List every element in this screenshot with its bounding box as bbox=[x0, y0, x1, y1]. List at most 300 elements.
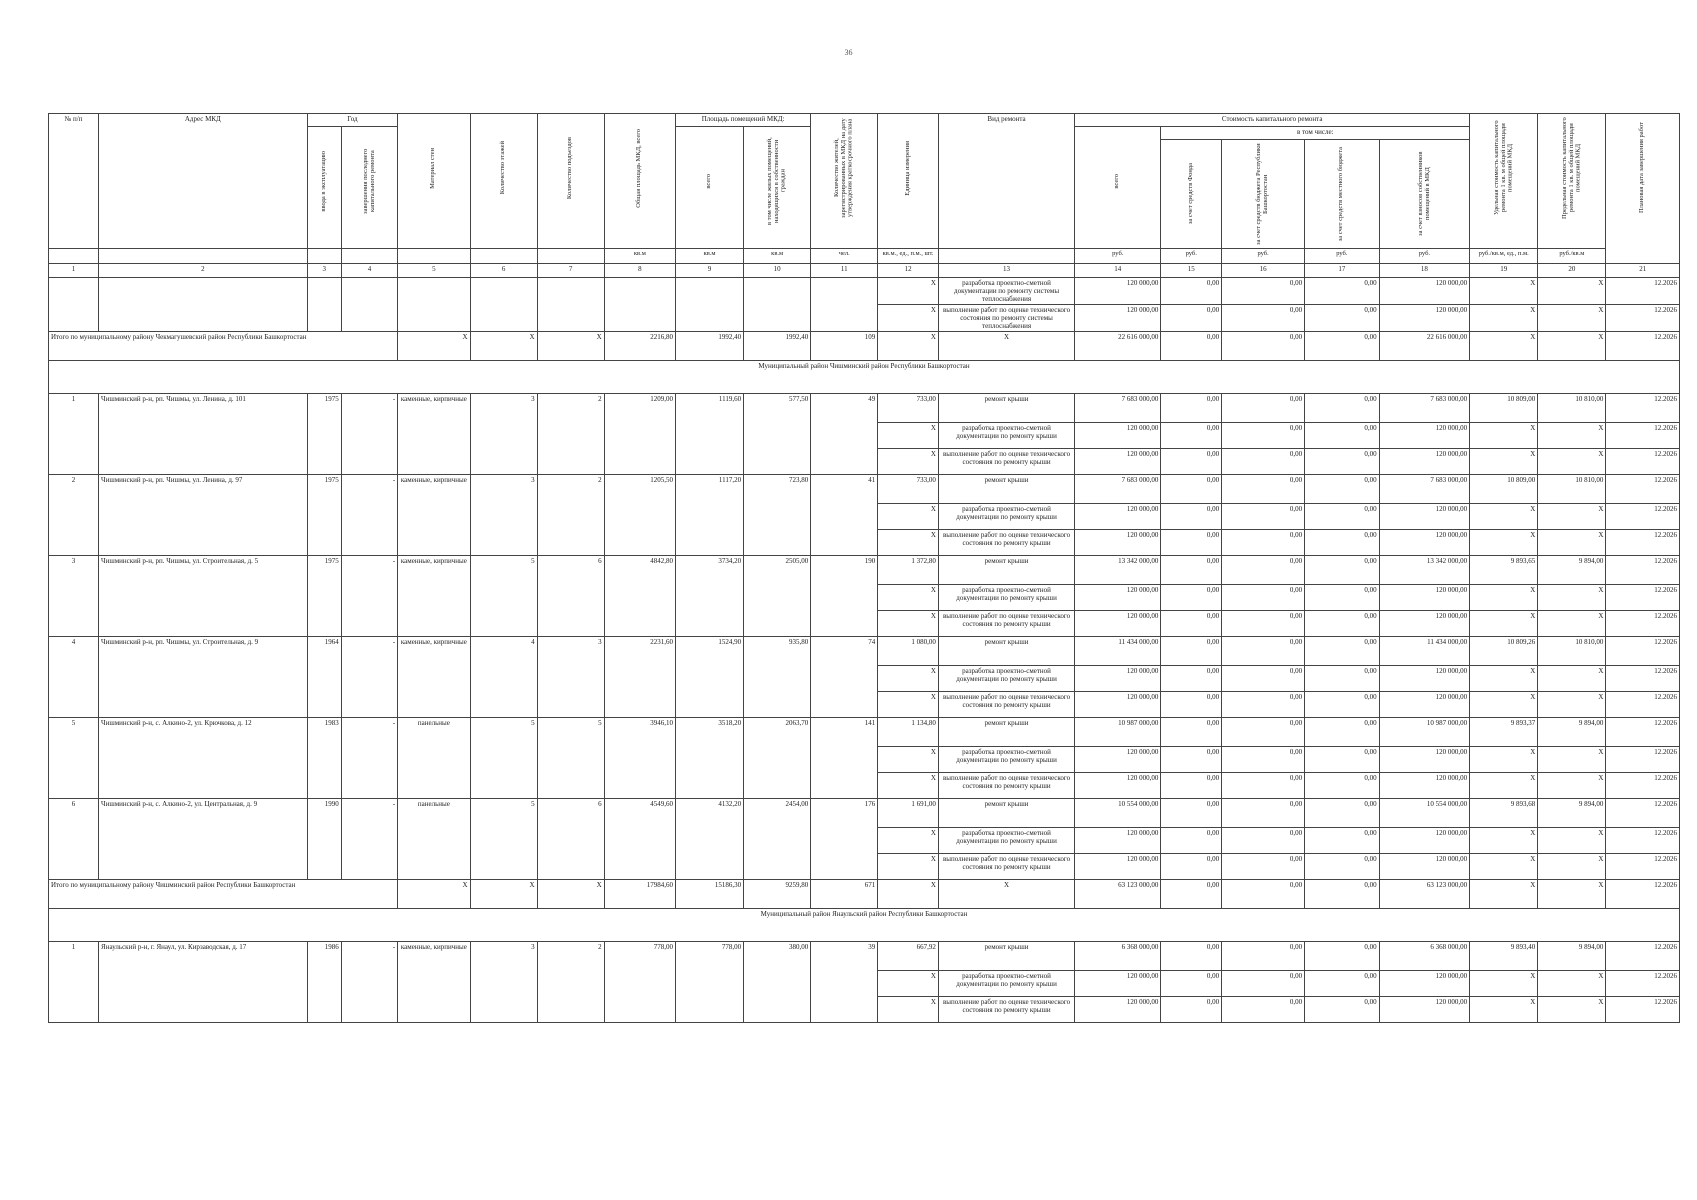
row-number: 5 bbox=[49, 718, 99, 799]
unit-cost: 9 893,37 bbox=[1470, 718, 1538, 747]
year-last-overhaul: - bbox=[341, 394, 397, 475]
unit-cost: X bbox=[1470, 854, 1538, 880]
max-cost: X bbox=[1538, 585, 1606, 611]
unit-cost: X bbox=[1470, 423, 1538, 449]
residents: 41 bbox=[811, 475, 878, 556]
house-address: Янаульский р-н, г. Янаул, ул. Кирзаводская, д. 17 bbox=[99, 942, 308, 1023]
residents: 141 bbox=[811, 718, 878, 799]
unit-value: X bbox=[878, 449, 939, 475]
table-body bbox=[49, 278, 1680, 394]
section-title: Муниципальный район Чишминский район Республики Башкортостан bbox=[49, 361, 1680, 394]
premises-owned: 2063,70 bbox=[744, 718, 811, 799]
entrances: 2 bbox=[537, 942, 604, 1023]
unit-cost: X bbox=[1470, 611, 1538, 637]
deadline: 12.2026 bbox=[1606, 747, 1680, 773]
header-premises-area-group: Площадь помещений МКД: bbox=[675, 114, 810, 127]
floors: 5 bbox=[470, 799, 537, 880]
unit-label: кв.м bbox=[604, 249, 675, 264]
unit-value: X bbox=[878, 504, 939, 530]
total-area: 1205,50 bbox=[604, 475, 675, 556]
page-number: 36 bbox=[844, 48, 853, 57]
repair-type: ремонт крыши bbox=[938, 718, 1074, 747]
year-last-overhaul: - bbox=[341, 799, 397, 880]
unit-cost: 9 893,65 bbox=[1470, 556, 1538, 585]
local-budget-value: 0,00 bbox=[1305, 854, 1380, 880]
header-cost-group: Стоимость капитального ремонта bbox=[1075, 114, 1470, 127]
total-row-chishmy bbox=[49, 880, 1680, 909]
year-commissioning: 1964 bbox=[307, 637, 341, 718]
unit-value: X bbox=[878, 692, 939, 718]
chishmy-houses bbox=[49, 394, 1680, 880]
total-area: 1209,00 bbox=[604, 394, 675, 475]
column-number: 10 bbox=[744, 264, 811, 278]
wall-material: каменные, кирпичные bbox=[398, 556, 470, 637]
owners-value: 120 000,00 bbox=[1379, 997, 1470, 1023]
unit-cost: 10 809,26 bbox=[1470, 637, 1538, 666]
row-number: 1 bbox=[49, 394, 99, 475]
local-budget-value: 0,00 bbox=[1305, 773, 1380, 799]
unit-value: X bbox=[878, 997, 939, 1023]
republic-budget-value: 0,00 bbox=[1222, 692, 1305, 718]
residents: 190 bbox=[811, 556, 878, 637]
total-area: 17984,60 bbox=[604, 880, 675, 909]
residents: 74 bbox=[811, 637, 878, 718]
header-floors: Количество этажей bbox=[470, 114, 537, 249]
residents: 109 bbox=[811, 332, 878, 361]
house-row bbox=[49, 394, 1680, 423]
header-republic-budget: за счет средств бюджета Республики Башкортостан bbox=[1222, 140, 1305, 249]
premises-total: 1992,40 bbox=[675, 332, 743, 361]
max-cost: 10 810,00 bbox=[1538, 637, 1606, 666]
local-budget-value: 0,00 bbox=[1305, 449, 1380, 475]
unit-cost: 10 809,00 bbox=[1470, 475, 1538, 504]
max-cost: X bbox=[1538, 332, 1606, 361]
owners-value: 120 000,00 bbox=[1379, 585, 1470, 611]
repair-type: ремонт крыши bbox=[938, 637, 1074, 666]
deadline: 12.2026 bbox=[1606, 880, 1680, 909]
republic-budget-value: 0,00 bbox=[1222, 773, 1305, 799]
fund-value: 0,00 bbox=[1161, 394, 1222, 423]
year-last-overhaul: - bbox=[341, 942, 397, 1023]
repair-type: ремонт крыши bbox=[938, 556, 1074, 585]
header-year-group: Год bbox=[307, 114, 398, 127]
unit-cost: X bbox=[1470, 880, 1538, 909]
column-number: 3 bbox=[307, 264, 341, 278]
unit-value: X bbox=[878, 773, 939, 799]
house-row bbox=[49, 942, 1680, 971]
max-cost: X bbox=[1538, 773, 1606, 799]
year-last-overhaul: - bbox=[341, 556, 397, 637]
deadline: 12.2026 bbox=[1606, 692, 1680, 718]
column-number: 5 bbox=[398, 264, 470, 278]
republic-budget-value: 0,00 bbox=[1222, 997, 1305, 1023]
unit-cost: X bbox=[1470, 305, 1538, 332]
column-number: 6 bbox=[470, 264, 537, 278]
premises-owned: 723,80 bbox=[744, 475, 811, 556]
republic-budget-value: 0,00 bbox=[1222, 530, 1305, 556]
owners-value: 120 000,00 bbox=[1379, 854, 1470, 880]
max-cost: X bbox=[1538, 530, 1606, 556]
unit-value: X bbox=[878, 332, 939, 361]
wall-material: панельные bbox=[398, 799, 470, 880]
row-number: 3 bbox=[49, 556, 99, 637]
repair-type: разработка проектно-сметной документации по ремонту крыши bbox=[938, 971, 1074, 997]
cost-total: 120 000,00 bbox=[1075, 666, 1161, 692]
cost-total: 63 123 000,00 bbox=[1075, 880, 1161, 909]
entrances: 2 bbox=[537, 394, 604, 475]
house-address: Чишминский р-н, рп. Чишмы, ул. Ленина, д. 101 bbox=[99, 394, 308, 475]
unit-label: руб. bbox=[1161, 249, 1222, 264]
deadline: 12.2026 bbox=[1606, 423, 1680, 449]
table-body-2 bbox=[49, 880, 1680, 942]
cost-total: 6 368 000,00 bbox=[1075, 942, 1161, 971]
deadline: 12.2026 bbox=[1606, 504, 1680, 530]
header-wall-material: Материал стен bbox=[398, 114, 470, 249]
column-number: 1 bbox=[49, 264, 99, 278]
floors: 3 bbox=[470, 942, 537, 1023]
year-last-overhaul: - bbox=[341, 637, 397, 718]
repair-type: выполнение работ по оценке технического состояния по ремонту крыши bbox=[938, 773, 1074, 799]
floors: 3 bbox=[470, 475, 537, 556]
column-number: 12 bbox=[878, 264, 939, 278]
repair-type: выполнение работ по оценке технического состояния по ремонту крыши bbox=[938, 997, 1074, 1023]
fund-value: 0,00 bbox=[1161, 305, 1222, 332]
owners-value: 63 123 000,00 bbox=[1379, 880, 1470, 909]
header-max-cost: Предельная стоимость капитального ремонта 1 кв. м общей площади помещений МКД bbox=[1538, 114, 1606, 249]
row-number: 1 bbox=[49, 942, 99, 1023]
entrances: 3 bbox=[537, 637, 604, 718]
local-budget-value: 0,00 bbox=[1305, 394, 1380, 423]
owners-value: 120 000,00 bbox=[1379, 773, 1470, 799]
fund-value: 0,00 bbox=[1161, 773, 1222, 799]
year-commissioning: 1975 bbox=[307, 475, 341, 556]
local-budget-value: 0,00 bbox=[1305, 799, 1380, 828]
local-budget-value: 0,00 bbox=[1305, 718, 1380, 747]
row-number: 2 bbox=[49, 475, 99, 556]
local-budget-value: 0,00 bbox=[1305, 971, 1380, 997]
unit-label: чел. bbox=[811, 249, 878, 264]
republic-budget-value: 0,00 bbox=[1222, 278, 1305, 305]
republic-budget-value: 0,00 bbox=[1222, 423, 1305, 449]
fund-value: 0,00 bbox=[1161, 423, 1222, 449]
header-premises-total: всего bbox=[675, 127, 743, 249]
unit-value: X bbox=[878, 747, 939, 773]
premises-total: 3734,20 bbox=[675, 556, 743, 637]
fund-value: 0,00 bbox=[1161, 637, 1222, 666]
fund-value: 0,00 bbox=[1161, 942, 1222, 971]
repair-type: ремонт крыши bbox=[938, 475, 1074, 504]
owners-value: 120 000,00 bbox=[1379, 747, 1470, 773]
republic-budget-value: 0,00 bbox=[1222, 942, 1305, 971]
fund-value: 0,00 bbox=[1161, 504, 1222, 530]
cost-total: 10 987 000,00 bbox=[1075, 718, 1161, 747]
cost-total: 120 000,00 bbox=[1075, 747, 1161, 773]
owners-value: 7 683 000,00 bbox=[1379, 394, 1470, 423]
house-address: Чишминский р-н, с. Алкино-2, ул. Крючкова, д. 12 bbox=[99, 718, 308, 799]
unit-value: X bbox=[878, 828, 939, 854]
unit-value: 667,92 bbox=[878, 942, 939, 971]
local-budget-value: 0,00 bbox=[1305, 423, 1380, 449]
republic-budget-value: 0,00 bbox=[1222, 556, 1305, 585]
section-row-chishmy bbox=[49, 361, 1680, 394]
section-title: Муниципальный район Янаульский район Республики Башкортостан bbox=[49, 909, 1680, 942]
owners-value: 120 000,00 bbox=[1379, 449, 1470, 475]
unit-cost: X bbox=[1470, 971, 1538, 997]
unit-cost: 9 893,68 bbox=[1470, 799, 1538, 828]
section-row-yanaul bbox=[49, 909, 1680, 942]
fund-value: 0,00 bbox=[1161, 799, 1222, 828]
max-cost: X bbox=[1538, 747, 1606, 773]
floors: 4 bbox=[470, 637, 537, 718]
row-number: 6 bbox=[49, 799, 99, 880]
cost-total: 120 000,00 bbox=[1075, 504, 1161, 530]
fund-value: 0,00 bbox=[1161, 278, 1222, 305]
residents: 39 bbox=[811, 942, 878, 1023]
fund-value: 0,00 bbox=[1161, 556, 1222, 585]
entrances: X bbox=[537, 332, 604, 361]
deadline: 12.2026 bbox=[1606, 997, 1680, 1023]
owners-value: 120 000,00 bbox=[1379, 611, 1470, 637]
premises-owned: 9259,80 bbox=[744, 880, 811, 909]
table-header bbox=[49, 114, 1680, 278]
deadline: 12.2026 bbox=[1606, 718, 1680, 747]
max-cost: X bbox=[1538, 449, 1606, 475]
repair-type: разработка проектно-сметной документации по ремонту крыши bbox=[938, 423, 1074, 449]
cost-total: 22 616 000,00 bbox=[1075, 332, 1161, 361]
floors: 3 bbox=[470, 394, 537, 475]
cost-total: 120 000,00 bbox=[1075, 773, 1161, 799]
column-number: 13 bbox=[938, 264, 1074, 278]
header-entrances: Количество подъездов bbox=[537, 114, 604, 249]
house-row bbox=[49, 556, 1680, 585]
unit-label: кв.м bbox=[744, 249, 811, 264]
unit-value: X bbox=[878, 611, 939, 637]
house-row bbox=[49, 799, 1680, 828]
wall-material: каменные, кирпичные bbox=[398, 942, 470, 1023]
unit-label: кв.м bbox=[675, 249, 743, 264]
deadline: 12.2026 bbox=[1606, 332, 1680, 361]
column-number: 18 bbox=[1379, 264, 1470, 278]
entrances: 6 bbox=[537, 556, 604, 637]
entrances: 2 bbox=[537, 475, 604, 556]
fund-value: 0,00 bbox=[1161, 611, 1222, 637]
entrances: X bbox=[537, 880, 604, 909]
max-cost: X bbox=[1538, 880, 1606, 909]
column-number: 20 bbox=[1538, 264, 1606, 278]
unit-value: X bbox=[878, 530, 939, 556]
header-owners: за счет взносов собственников помещений в МКД bbox=[1379, 140, 1470, 249]
repair-type: ремонт крыши bbox=[938, 394, 1074, 423]
premises-total: 15186,30 bbox=[675, 880, 743, 909]
unit-cost: X bbox=[1470, 747, 1538, 773]
year-commissioning: 1975 bbox=[307, 556, 341, 637]
house-address: Чишминский р-н, рп. Чишмы, ул. Строительная, д. 5 bbox=[99, 556, 308, 637]
local-budget-value: 0,00 bbox=[1305, 611, 1380, 637]
unit-value: 1 080,00 bbox=[878, 637, 939, 666]
unit-value: X bbox=[878, 423, 939, 449]
house-row bbox=[49, 718, 1680, 747]
republic-budget-value: 0,00 bbox=[1222, 585, 1305, 611]
premises-owned: 2505,00 bbox=[744, 556, 811, 637]
owners-value: 10 554 000,00 bbox=[1379, 799, 1470, 828]
unit-value: X bbox=[878, 305, 939, 332]
header-cost-total: всего bbox=[1075, 127, 1161, 249]
republic-budget-value: 0,00 bbox=[1222, 332, 1305, 361]
republic-budget-value: 0,00 bbox=[1222, 880, 1305, 909]
unit-cost: X bbox=[1470, 332, 1538, 361]
owners-value: 13 342 000,00 bbox=[1379, 556, 1470, 585]
cost-total: 7 683 000,00 bbox=[1075, 475, 1161, 504]
repair-type: ремонт крыши bbox=[938, 799, 1074, 828]
repair-type: разработка проектно-сметной документации по ремонту системы теплоснабжения bbox=[938, 278, 1074, 305]
residents: 49 bbox=[811, 394, 878, 475]
unit-cost: X bbox=[1470, 278, 1538, 305]
wall-material: панельные bbox=[398, 718, 470, 799]
local-budget-value: 0,00 bbox=[1305, 530, 1380, 556]
row-number: 4 bbox=[49, 637, 99, 718]
house-address: Чишминский р-н, рп. Чишмы, ул. Ленина, д. 97 bbox=[99, 475, 308, 556]
local-budget-value: 0,00 bbox=[1305, 942, 1380, 971]
unit-label: руб. bbox=[1222, 249, 1305, 264]
column-number: 2 bbox=[99, 264, 308, 278]
unit-label: руб. bbox=[1305, 249, 1380, 264]
unit-cost: X bbox=[1470, 449, 1538, 475]
unit-label: руб. bbox=[1075, 249, 1161, 264]
cost-total: 120 000,00 bbox=[1075, 854, 1161, 880]
unit-cost: X bbox=[1470, 504, 1538, 530]
column-number: 4 bbox=[341, 264, 397, 278]
republic-budget-value: 0,00 bbox=[1222, 666, 1305, 692]
deadline: 12.2026 bbox=[1606, 611, 1680, 637]
deadline: 12.2026 bbox=[1606, 305, 1680, 332]
fund-value: 0,00 bbox=[1161, 585, 1222, 611]
owners-value: 120 000,00 bbox=[1379, 828, 1470, 854]
total-area: 4842,80 bbox=[604, 556, 675, 637]
premises-total: 1524,90 bbox=[675, 637, 743, 718]
entrances: 6 bbox=[537, 799, 604, 880]
year-commissioning: 1975 bbox=[307, 394, 341, 475]
local-budget-value: 0,00 bbox=[1305, 747, 1380, 773]
cost-total: 120 000,00 bbox=[1075, 611, 1161, 637]
header-premises-owned: в том числе жилых помещений, находящихся в собственности граждан bbox=[744, 127, 811, 249]
floors: X bbox=[470, 332, 537, 361]
unit-cost: X bbox=[1470, 585, 1538, 611]
repair-type: выполнение работ по оценке технического состояния по ремонту крыши bbox=[938, 611, 1074, 637]
max-cost: X bbox=[1538, 305, 1606, 332]
repair-type: разработка проектно-сметной документации по ремонту крыши bbox=[938, 747, 1074, 773]
max-cost: X bbox=[1538, 423, 1606, 449]
premises-total: 4132,20 bbox=[675, 799, 743, 880]
year-last-overhaul: - bbox=[341, 718, 397, 799]
repair-type: разработка проектно-сметной документации по ремонту крыши bbox=[938, 666, 1074, 692]
header-no: № п/п bbox=[49, 114, 99, 249]
header-unit-cost: Удельная стоимость капитального ремонта 1 кв. м общей площади помещений МКД bbox=[1470, 114, 1538, 249]
entrances: 5 bbox=[537, 718, 604, 799]
column-number: 11 bbox=[811, 264, 878, 278]
deadline: 12.2026 bbox=[1606, 449, 1680, 475]
owners-value: 120 000,00 bbox=[1379, 504, 1470, 530]
repair-type: ремонт крыши bbox=[938, 942, 1074, 971]
deadline: 12.2026 bbox=[1606, 799, 1680, 828]
total-label: Итого по муниципальному району Чишминский район Республики Башкортостан bbox=[49, 880, 398, 909]
capital-repair-table bbox=[48, 113, 1680, 1023]
column-number: 8 bbox=[604, 264, 675, 278]
unit-value: 1 134,80 bbox=[878, 718, 939, 747]
cost-total: 120 000,00 bbox=[1075, 278, 1161, 305]
fund-value: 0,00 bbox=[1161, 666, 1222, 692]
repair-type: X bbox=[938, 880, 1074, 909]
continuation-row bbox=[49, 278, 1680, 305]
header-repair-type: Вид ремонта bbox=[938, 114, 1074, 249]
header-total-area: Общая площадь МКД, всего bbox=[604, 114, 675, 249]
fund-value: 0,00 bbox=[1161, 997, 1222, 1023]
deadline: 12.2026 bbox=[1606, 585, 1680, 611]
total-area: 778,00 bbox=[604, 942, 675, 1023]
local-budget-value: 0,00 bbox=[1305, 475, 1380, 504]
premises-owned: 577,50 bbox=[744, 394, 811, 475]
owners-value: 120 000,00 bbox=[1379, 278, 1470, 305]
fund-value: 0,00 bbox=[1161, 718, 1222, 747]
republic-budget-value: 0,00 bbox=[1222, 449, 1305, 475]
cost-total: 13 342 000,00 bbox=[1075, 556, 1161, 585]
republic-budget-value: 0,00 bbox=[1222, 747, 1305, 773]
floors: X bbox=[470, 880, 537, 909]
owners-value: 120 000,00 bbox=[1379, 423, 1470, 449]
column-numbers-row bbox=[49, 264, 1680, 278]
max-cost: X bbox=[1538, 611, 1606, 637]
wall-material: X bbox=[398, 880, 470, 909]
cost-total: 7 683 000,00 bbox=[1075, 394, 1161, 423]
unit-cost: 10 809,00 bbox=[1470, 394, 1538, 423]
max-cost: X bbox=[1538, 971, 1606, 997]
owners-value: 10 987 000,00 bbox=[1379, 718, 1470, 747]
local-budget-value: 0,00 bbox=[1305, 880, 1380, 909]
residents: 176 bbox=[811, 799, 878, 880]
unit-cost: X bbox=[1470, 773, 1538, 799]
floors: 5 bbox=[470, 718, 537, 799]
local-budget-value: 0,00 bbox=[1305, 828, 1380, 854]
republic-budget-value: 0,00 bbox=[1222, 637, 1305, 666]
premises-owned: 1992,40 bbox=[744, 332, 811, 361]
header-unit: Единица измерения bbox=[878, 114, 939, 249]
max-cost: 9 894,00 bbox=[1538, 799, 1606, 828]
header-residents: Количество жителей, зарегистрированных в МКД на дату утверждения краткосрочного плана bbox=[811, 114, 878, 249]
unit-label: руб./кв.м bbox=[1538, 249, 1606, 264]
repair-type: выполнение работ по оценке технического состояния по ремонту системы теплоснабжения bbox=[938, 305, 1074, 332]
owners-value: 120 000,00 bbox=[1379, 666, 1470, 692]
repair-type: разработка проектно-сметной документации по ремонту крыши bbox=[938, 504, 1074, 530]
header-year-commissioning: ввода в эксплуатацию bbox=[307, 127, 341, 249]
premises-owned: 935,80 bbox=[744, 637, 811, 718]
total-label: Итого по муниципальному району Чекмагушевский район Республики Башкортостан bbox=[49, 332, 398, 361]
cost-total: 11 434 000,00 bbox=[1075, 637, 1161, 666]
cost-total: 120 000,00 bbox=[1075, 692, 1161, 718]
owners-value: 120 000,00 bbox=[1379, 971, 1470, 997]
fund-value: 0,00 bbox=[1161, 692, 1222, 718]
republic-budget-value: 0,00 bbox=[1222, 475, 1305, 504]
republic-budget-value: 0,00 bbox=[1222, 504, 1305, 530]
unit-value: 1 691,00 bbox=[878, 799, 939, 828]
wall-material: каменные, кирпичные bbox=[398, 475, 470, 556]
repair-type: выполнение работ по оценке технического состояния по ремонту крыши bbox=[938, 530, 1074, 556]
unit-label: руб./кв.м, ед., п.м. bbox=[1470, 249, 1538, 264]
premises-total: 778,00 bbox=[675, 942, 743, 1023]
total-area: 4549,60 bbox=[604, 799, 675, 880]
fund-value: 0,00 bbox=[1161, 880, 1222, 909]
unit-value: X bbox=[878, 854, 939, 880]
max-cost: X bbox=[1538, 828, 1606, 854]
fund-value: 0,00 bbox=[1161, 530, 1222, 556]
